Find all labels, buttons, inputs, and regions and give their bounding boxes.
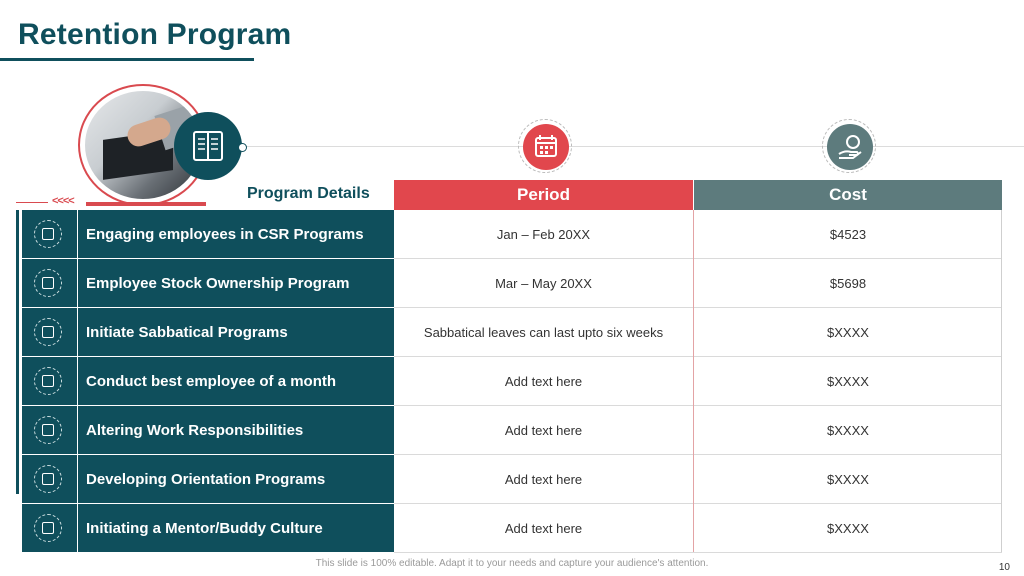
program-label: Initiate Sabbatical Programs bbox=[78, 308, 394, 356]
growth-chart-icon bbox=[34, 514, 62, 542]
cost-value: $5698 bbox=[829, 275, 867, 291]
table-row bbox=[22, 406, 1002, 454]
slide-title: Retention Program bbox=[18, 18, 292, 51]
accent-line bbox=[16, 202, 48, 203]
team-icon bbox=[34, 269, 62, 297]
title-underline bbox=[0, 58, 254, 61]
row-icon-cell bbox=[22, 210, 77, 258]
period-value: Add text here bbox=[504, 422, 583, 438]
calendar-check-icon bbox=[34, 416, 62, 444]
program-label: Conduct best employee of a month bbox=[78, 357, 394, 405]
head-bulb-icon bbox=[34, 367, 62, 395]
connector-dot bbox=[238, 143, 247, 152]
program-label: Engaging employees in CSR Programs bbox=[78, 210, 394, 258]
table-row bbox=[22, 259, 1002, 307]
table-row bbox=[22, 210, 1002, 258]
table-row bbox=[22, 504, 1002, 552]
header-connector-line bbox=[242, 146, 1024, 147]
program-details-heading: Program Details bbox=[247, 185, 370, 202]
row-icon-cell bbox=[22, 259, 77, 307]
program-label: Initiating a Mentor/Buddy Culture bbox=[78, 504, 394, 552]
side-accent-bar bbox=[16, 210, 19, 494]
cost-header: Cost bbox=[694, 180, 1002, 210]
row-icon-cell bbox=[22, 455, 77, 503]
period-column-divider bbox=[693, 210, 694, 552]
laptop-icon bbox=[34, 318, 62, 346]
ppt-icon bbox=[34, 220, 62, 248]
photo-base-bar bbox=[86, 202, 206, 206]
row-icon-cell bbox=[22, 406, 77, 454]
cost-value: $XXXX bbox=[827, 520, 869, 536]
row-icon-cell bbox=[22, 504, 77, 552]
period-value: Add text here bbox=[504, 471, 583, 487]
table-row bbox=[22, 308, 1002, 356]
calendar-icon bbox=[523, 124, 569, 170]
table-right-border bbox=[1001, 210, 1002, 552]
period-value: Add text here bbox=[504, 373, 583, 389]
network-icon bbox=[34, 465, 62, 493]
table-row bbox=[22, 357, 1002, 405]
footer-note: This slide is 100% editable. Adapt it to your needs and capture your audience's attention. bbox=[315, 558, 709, 569]
money-hand-icon bbox=[827, 124, 873, 170]
period-value: Mar – May 20XX bbox=[495, 275, 592, 291]
period-value: Add text here bbox=[504, 520, 583, 536]
row-icon-cell bbox=[22, 357, 77, 405]
program-label: Developing Orientation Programs bbox=[78, 455, 394, 503]
chevrons-left-icon: <<<< bbox=[52, 195, 74, 207]
cost-value: $XXXX bbox=[827, 471, 869, 487]
program-label: Altering Work Responsibilities bbox=[78, 406, 394, 454]
cost-value: $XXXX bbox=[827, 422, 869, 438]
period-value: Sabbatical leaves can last upto six weeks bbox=[423, 324, 664, 340]
cost-value: $4523 bbox=[829, 226, 867, 242]
row-icon-cell bbox=[22, 308, 77, 356]
cost-value: $XXXX bbox=[827, 373, 869, 389]
period-header: Period bbox=[394, 180, 693, 210]
cost-value: $XXXX bbox=[827, 324, 869, 340]
page-number: 10 bbox=[998, 562, 1010, 573]
period-value: Jan – Feb 20XX bbox=[496, 226, 591, 242]
program-label: Employee Stock Ownership Program bbox=[78, 259, 394, 307]
table-row bbox=[22, 455, 1002, 503]
book-icon bbox=[174, 112, 242, 180]
